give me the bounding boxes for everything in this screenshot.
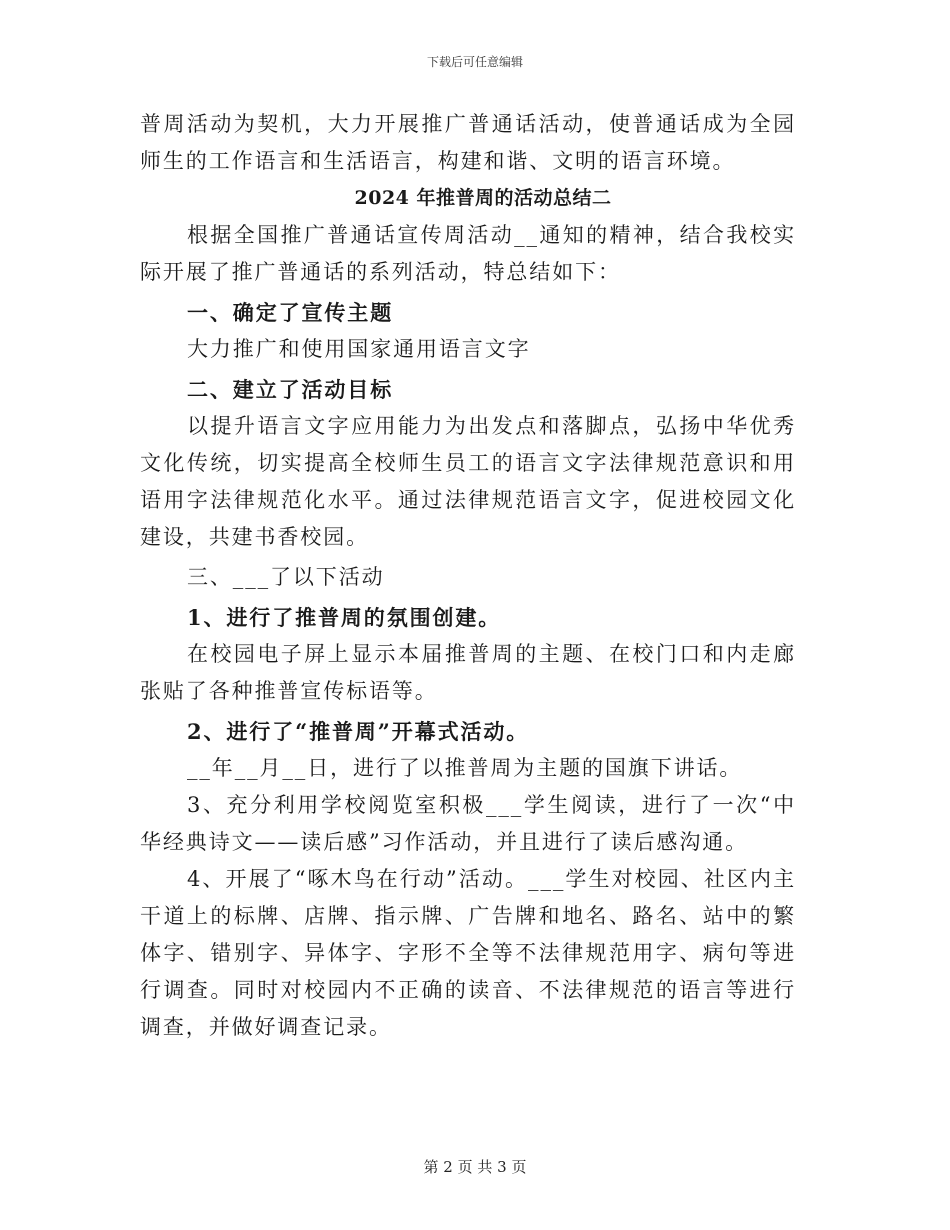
paragraph-activity-1: 在校园电子屏上显示本届推普周的主题、在校门口和内走廊张贴了各种推普宣传标语等。 [140, 642, 796, 703]
paragraph-goals: 以提升语言文字应用能力为出发点和落脚点，弘扬中华优秀文化传统，切实提高全校师生员工的语言文字法律规范意识和用语用字法律规范化水平。通过法律规范语言文字，促进校园文化建设，共建书香校园。 [140, 414, 796, 549]
paragraph-theme: 大力推广和使用国家通用语言文字 [187, 337, 531, 361]
heading-activities: 三、___了以下活动 [187, 565, 385, 589]
page-header: 下载后可任意编辑 [426, 55, 523, 69]
paragraph-activity-3: 3、充分利用学校阅览室积极___学生阅读，进行了一次“中华经典诗文——读后感”习作活动，并且进行了读后感沟通。 [140, 793, 796, 854]
page-footer: 第 2 页 共 3 页 [423, 1158, 527, 1176]
paragraph-activity-2: __年__月__日，进行了以推普周为主题的国旗下讲话。 [187, 756, 743, 780]
paragraph-activity-4: 4、开展了“啄木鸟在行动”活动。___学生对校园、社区内主干道上的标牌、店牌、指示牌、广告牌和地名、路名、站中的繁体字、错别字、异体字、字形不全等不法律规范用字、病句等进行调查。同时对校园内不正确的读音、不法律规范的语言等进行调查，并做好调查记录。 [140, 867, 796, 1039]
paragraph-intro-continuation: 普周活动为契机，大力开展推广普通话活动，使普通话成为全园师生的工作语言和生活语言，构建和谐、文明的语言环境。 [140, 112, 796, 173]
document-body [140, 106, 796, 1046]
heading-theme: 一、确定了宣传主题 [187, 300, 394, 325]
section-title: 2024 年推普周的活动总结二 [354, 187, 612, 209]
paragraph-opening: 根据全国推广普通话宣传周活动__通知的精神，结合我校实际开展了推广普通话的系列活动，特总结如下： [140, 223, 796, 284]
heading-activity-2: 2、进行了“推普周”开幕式活动。 [187, 719, 530, 744]
heading-goals: 二、建立了活动目标 [187, 377, 394, 402]
heading-activity-1: 1、进行了推普周的氛围创建。 [187, 605, 502, 630]
